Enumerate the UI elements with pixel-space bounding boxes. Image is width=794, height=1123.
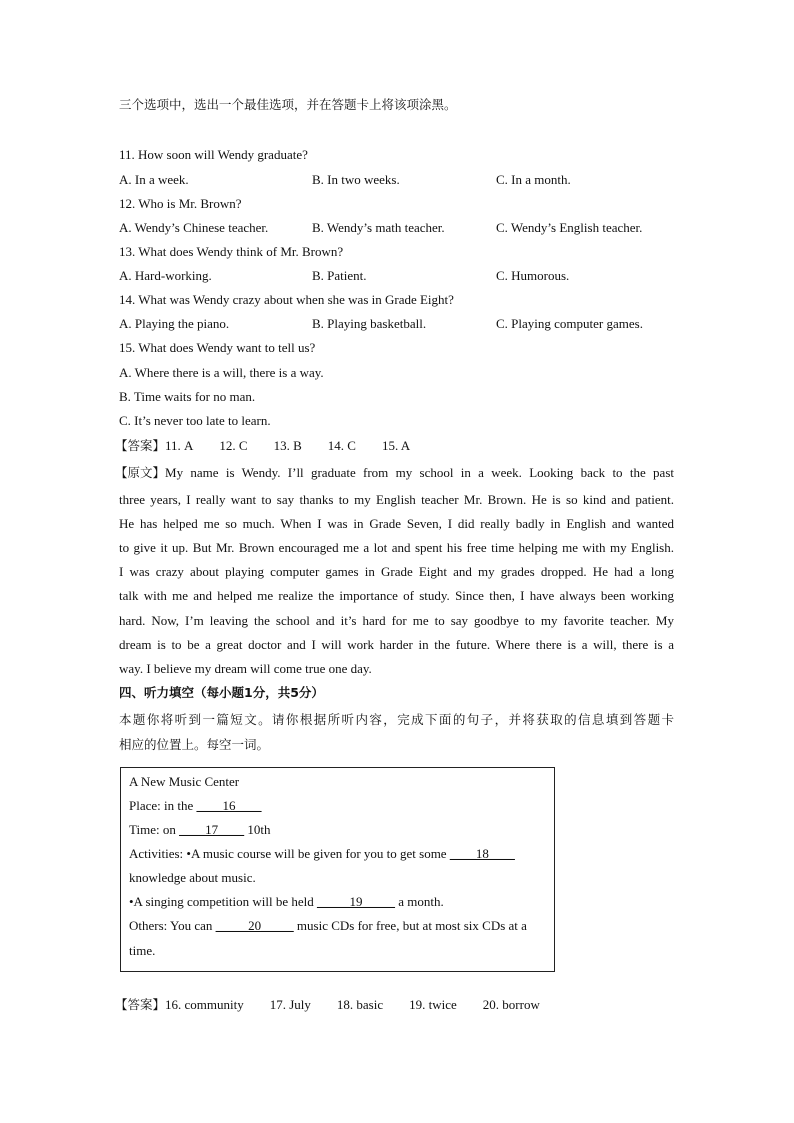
activities-line-2: knowledge about music. — [129, 870, 256, 885]
box-title: A New Music Center — [129, 774, 240, 789]
instruction-text: 三个选项中，选出一个最佳选项，并在答题卡上将该项涂黑。 — [119, 97, 457, 112]
label: music CDs for free, but at most six CDs at a — [293, 918, 527, 933]
transcript-label: 【原文】 — [115, 465, 166, 480]
answer-item: 14. C — [327, 438, 356, 453]
answer-item: 18. basic — [336, 997, 384, 1012]
question-text: 14. What was Wendy crazy about when she was in Grade Eight? — [119, 292, 454, 307]
label: a month. — [394, 894, 444, 909]
section-instruction: 相应的位置上。每空一词。 — [119, 737, 270, 752]
transcript-line: hard. Now, I’m leaving the school and it’s hard for me to say goodbye to my favorite teacher. My — [119, 613, 674, 628]
transcript-line: way. I believe my dream will come true one day. — [119, 661, 372, 676]
answer-item: 19. twice — [409, 997, 457, 1012]
blank-18: ____18____ — [449, 846, 515, 861]
label: Others: You can — [129, 918, 216, 933]
question-text: 12. Who is Mr. Brown? — [119, 196, 242, 211]
time-line — [129, 822, 270, 838]
transcript-line: I was crazy about playing computer games in Grade Eight and my grades dropped. He had a long — [119, 564, 674, 579]
option-c: C. Wendy’s English teacher. — [496, 220, 643, 235]
answer-item: 17. July — [269, 997, 311, 1012]
answer-label: 【答案】 — [115, 438, 166, 453]
activities-line — [129, 846, 515, 862]
answer-item: 16. community — [165, 997, 244, 1012]
answer-item: 20. borrow — [482, 997, 540, 1012]
label: •A singing competition will be held — [129, 894, 317, 909]
place-line — [129, 798, 262, 814]
fill-in-box — [120, 767, 555, 972]
transcript-line: three years, I really want to say thanks to my English teacher Mr. Brown. He is so kind and patient. — [119, 492, 674, 507]
option-c: C. Humorous. — [496, 268, 570, 283]
answer-key-2 — [115, 997, 566, 1013]
blank-16: ____16____ — [196, 798, 262, 813]
label: Time: on — [129, 822, 180, 837]
section-instruction: 本题你将听到一篇短文。请你根据所听内容，完成下面的句子，并将获取的信息填到答题卡 — [119, 712, 674, 727]
question-text: 11. How soon will Wendy graduate? — [119, 147, 308, 162]
option-a: A. Where there is a will, there is a way. — [119, 365, 324, 380]
transcript-line: dream is to be a great doctor and I will work harder in the future. Where there is a will, there is a — [119, 637, 674, 652]
option-c: C. Playing computer games. — [496, 316, 643, 331]
answer-key-1 — [115, 438, 436, 454]
question-text: 13. What does Wendy think of Mr. Brown? — [119, 244, 344, 259]
transcript-line: My name is Wendy. I’ll graduate from my school in a week. Looking back to the past — [165, 465, 674, 480]
option-a: A. Playing the piano. — [119, 316, 230, 331]
answer-item: 15. A — [381, 438, 411, 453]
others-line-2: time. — [129, 943, 156, 958]
option-b: B. Patient. — [312, 268, 367, 283]
section-heading: 四、听力填空（每小题1分，共5分） — [119, 685, 324, 700]
option-a: A. Hard-working. — [119, 268, 212, 283]
option-a: A. In a week. — [119, 172, 189, 187]
transcript-line: to give it up. But Mr. Brown encouraged me a lot and spent his free time helping me with my English. — [119, 540, 674, 555]
answer-label: 【答案】 — [115, 997, 166, 1012]
option-c: C. In a month. — [496, 172, 571, 187]
question-text: 15. What does Wendy want to tell us? — [119, 340, 316, 355]
label: Activities: •A music course will be given for you to get some — [129, 846, 450, 861]
transcript-line: He has helped me so much. When I was in Grade Seven, I did really badly in English and wanted — [119, 516, 674, 531]
option-b: B. In two weeks. — [312, 172, 400, 187]
others-line — [129, 918, 527, 934]
answer-item: 12. C — [219, 438, 248, 453]
transcript-line: talk with me and helped me realize the importance of study. Since then, I have always been working — [119, 588, 674, 603]
option-b: B. Playing basketball. — [312, 316, 427, 331]
answer-item: 13. B — [273, 438, 302, 453]
blank-17: ____17____ — [179, 822, 245, 837]
option-a: A. Wendy’s Chinese teacher. — [119, 220, 269, 235]
blank-19: _____19_____ — [316, 894, 395, 909]
option-b: B. Time waits for no man. — [119, 389, 256, 404]
option-b: B. Wendy’s math teacher. — [312, 220, 445, 235]
option-c: C. It’s never too late to learn. — [119, 413, 271, 428]
answer-item: 11. A — [165, 438, 194, 453]
blank-20: _____20_____ — [215, 918, 294, 933]
label: 10th — [244, 822, 271, 837]
singing-line — [129, 894, 444, 910]
label: Place: in the — [129, 798, 197, 813]
